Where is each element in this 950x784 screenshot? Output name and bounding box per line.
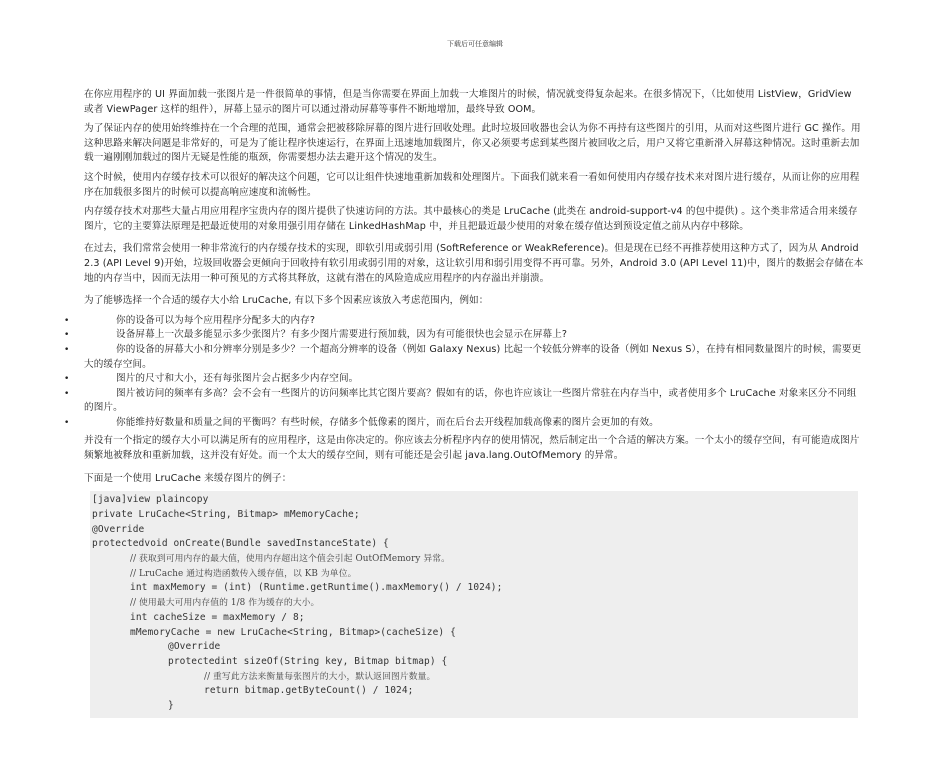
- list-item: • 设备屏幕上一次最多能显示多少张图片？有多少图片需要进行预加载，因为有可能很快也会显示在屏幕上?: [84, 328, 864, 343]
- code-line: protectedvoid onCreate(Bundle savedInstanceState) {: [92, 538, 389, 550]
- document-body: [84, 88, 864, 718]
- paragraph-cache-size: 为了能够选择一个合适的缓存大小给 LruCache, 有以下多个因素应该放入考虑范围内，例如：: [84, 295, 489, 307]
- list-item: • 图片的尺寸和大小，还有每张图片会占据多少内存空间。: [84, 372, 864, 387]
- paragraph-no-fixed-size: 并没有一个指定的缓存大小可以满足所有的应用程序，这是由你决定的。你应该去分析程序内存的使用情况，然后制定出一个合适的解决方案。一个太小的缓存空间，有可能造成图片频繁地被释放和重新加载，这并没有好处。而一个太大的缓存空间，则有可能还是会引起 java.lang.OutOfMemory 的异常。: [84, 435, 860, 462]
- code-line: protectedint sizeOf(String key, Bitmap bitmap) {: [168, 655, 448, 667]
- code-comment: // LruCache 通过构造函数传入缓存值，以 KB 为单位。: [130, 568, 357, 579]
- paragraph-memory-cache: 这个时候，使用内存缓存技术可以很好的解决这个问题，它可以让组件快速地重新加载和处理图片。下面我们就来看一看如何使用内存缓存技术来对图片进行缓存，从而让你的应用程序在加载很多图片的时候可以提高响应速度和流畅性。: [84, 171, 860, 198]
- list-item: • 你的设备可以为每个应用程序分配多大的内存?: [84, 314, 864, 329]
- page-header: 下载后可任意编辑: [447, 40, 503, 48]
- list-item: • 你能维持好数量和质量之间的平衡吗？有些时候，存储多个低像素的图片，而在后台去开线程加载高像素的图片会更加的有效。: [84, 416, 864, 431]
- code-line: @Override: [168, 641, 221, 653]
- code-line: int maxMemory = (int) (Runtime.getRuntime().maxMemory() / 1024);: [130, 582, 503, 594]
- code-comment: // 获取到可用内存的最大值，使用内存超出这个值会引起 OutOfMemory 异常。: [130, 554, 451, 565]
- code-line: }: [168, 700, 174, 712]
- code-line: [java]view plaincopy: [92, 494, 209, 506]
- paragraph-code-intro: 下面是一个使用 LruCache 来缓存图片的例子：: [84, 472, 292, 484]
- code-line: private LruCache<String, Bitmap> mMemoryCache;: [92, 508, 360, 520]
- paragraph-intro: 在你应用程序的 UI 界面加载一张图片是一件很简单的事情，但是当你需要在界面上加载一大堆图片的时候，情况就变得复杂起来。在很多情况下，（比如使用 ListView，GridView 或者 ViewPager 这样的组件），屏幕上显示的图片可以通过滑动屏幕等事件不断地增加，最终导致 OOM。: [84, 89, 852, 115]
- list-item: • 图片被访问的频率有多高？会不会有一些图片的访问频率比其它图片要高？假如有的话，你也许应该让一些图片常驻在内存当中，或者使用多个 LruCache 对象来区分不同组的图片。: [84, 387, 864, 416]
- code-comment: // 重写此方法来衡量每张图片的大小，默认返回图片数量。: [204, 671, 436, 682]
- list-item: • 你的设备的屏幕大小和分辨率分别是多少？一个超高分辨率的设备（例如 Galaxy Nexus) 比起一个较低分辨率的设备（例如 Nexus S），在持有相同数量图片的时候，需要更大的缓存空间。: [84, 343, 864, 372]
- paragraph-gc: 为了保证内存的使用始终维持在一个合理的范围，通常会把被移除屏幕的图片进行回收处理。此时垃圾回收器也会认为你不再持有这些图片的引用，从而对这些图片进行 GC 操作。用这种思路来解决问题是非常好的，可是为了能让程序快速运行，在界面上迅速地加载图片，你又必须要考虑到某些图片被回收之后，用户又将它重新滑入屏幕这种情况。这时重新去加载一遍刚刚加载过的图片无疑是性能的瓶颈，你需要想办法去避开这个情况的发生。: [84, 123, 861, 164]
- code-line: int cacheSize = maxMemory / 8;: [130, 611, 305, 623]
- factor-list: [84, 314, 864, 431]
- paragraph-soft-reference: 在过去，我们常常会使用一种非常流行的内存缓存技术的实现，即软引用或弱引用 (SoftReference or WeakReference)。但是现在已经不再推荐使用这种方式了，因为从 Android 2.3 (API Level 9)开始，垃圾回收器会更倾向于回收持有软引用或弱引用的对象，这让软引用和弱引用变得不再可靠。另外，Android 3.0 (API Level 11)中，图片的数据会存储在本地的内存当中，因而无法用一种可预见的方式将其释放，这就有潜在的风险造成应用程序的内存溢出并崩溃。: [84, 243, 864, 284]
- paragraph-lrucache: 内存缓存技术对那些大量占用应用程序宝贵内存的图片提供了快速访问的方法。其中最核心的类是 LruCache (此类在 android-support-v4 的包中提供) 。这个类非常适合用来缓存图片，它的主要算法原理是把最近使用的对象用强引用存储在 LinkedHashMap 中，并且把最近最少使用的对象在缓存值达到预设定值之前从内存中移除。: [84, 206, 858, 232]
- code-line: return bitmap.getByteCount() / 1024;: [204, 685, 414, 697]
- code-block: [90, 491, 858, 718]
- code-line: mMemoryCache = new LruCache<String, Bitmap>(cacheSize) {: [130, 626, 456, 638]
- code-comment: // 使用最大可用内存值的 1/8 作为缓存的大小。: [130, 598, 320, 609]
- code-line: @Override: [92, 523, 145, 535]
